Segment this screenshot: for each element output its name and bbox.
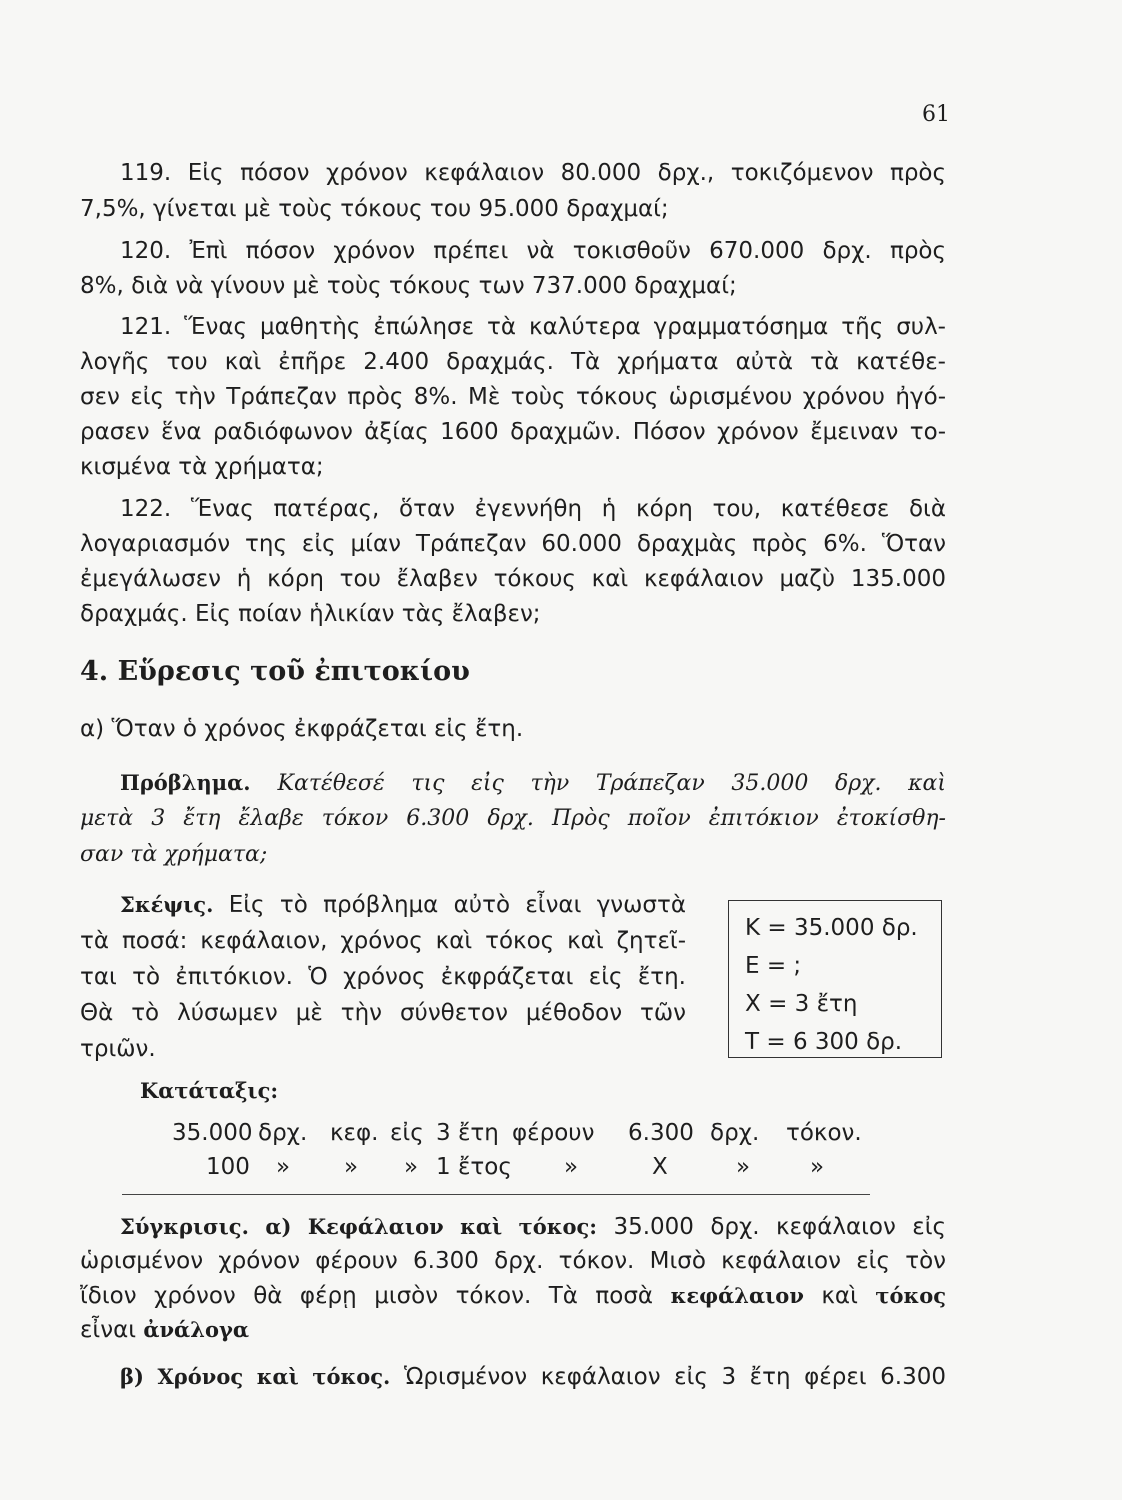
comparison-bold-capital: κεφάλαιον [670, 1283, 804, 1308]
box-time: Χ = 3 ἔτη [745, 991, 858, 1017]
problem-122-line-2: λογαριασμόν της εἰς μίαν Τράπεζαν 60.000 δραχμὰς πρὸς 6%. Ὅταν [80, 531, 946, 557]
problem-122-line-1: 122. Ἕνας πατέρας, ὅταν ἐγεννήθη ἡ κόρη του, κατέθεσε διὰ [120, 496, 946, 522]
arr-r2-q4: » [564, 1154, 579, 1180]
arrangement-rule [122, 1194, 870, 1195]
box-interest: Τ = 6 300 δρ. [745, 1029, 903, 1055]
thought-line-4: Θὰ τὸ λύσωμεν μὲ τὴν σύνθετον μέθοδον τῶν [80, 1000, 686, 1026]
problem-text-1: Κατέθεσέ τις εἰς τὴν Τράπεζαν 35.000 δρχ. καὶ [277, 771, 946, 796]
arr-r2-q1: » [276, 1154, 291, 1180]
arr-r1-num: 3 [436, 1120, 451, 1146]
box-capital: Κ = 35.000 δρ. [745, 915, 918, 941]
given-values-box [728, 900, 942, 1058]
arr-r1-yield: φέρουν [512, 1120, 595, 1146]
arr-r2-amount: 100 [206, 1154, 250, 1180]
comparison-bold-interest: τόκος [875, 1283, 947, 1308]
problem-121-line-3: σεν εἰς τὴν Τράπεζαν πρὸς 8%. Μὲ τοὺς τόκους ὡρισμένου χρόνου ἠγό- [80, 384, 946, 410]
arr-r1-eis: εἰς [390, 1120, 424, 1146]
arr-r1-interest: 6.300 [628, 1120, 694, 1146]
arr-r2-q5: » [736, 1154, 751, 1180]
arr-r2-q3: » [404, 1154, 419, 1180]
problem-label: Πρόβλημα. [120, 770, 251, 795]
arr-r2-q2: » [344, 1154, 359, 1180]
problem-119-line-1: 119. Εἰς πόσον χρόνον κεφάλαιον 80.000 δρχ., τοκιζόμενον πρὸς [120, 160, 946, 186]
arr-r1-cap: κεφ. [330, 1120, 379, 1146]
arr-r2-year: ἔτος [458, 1154, 512, 1180]
comparison-are: εἶναι [80, 1317, 137, 1343]
thought-line-2: τὰ ποσά: κεφάλαιον, χρόνος καὶ τόκος καὶ ζητεῖ- [80, 928, 686, 954]
problem-122-line-4: δραχμάς. Εἰς ποίαν ἡλικίαν τὰς ἔλαβεν; [80, 601, 541, 627]
problem-121-line-5: κισμένα τὰ χρήματα; [80, 454, 324, 480]
problem-119-line-2: 7,5%, γίνεται μὲ τοὺς τόκους του 95.000 δραχμαί; [80, 196, 669, 222]
comparison-bold-proportional: ἀνάλογα [143, 1317, 249, 1342]
beta-label: β) Χρόνος καὶ τόκος. [120, 1364, 391, 1389]
problem-121-line-2: λογῆς του καὶ ἐπῆρε 2.400 δραχμάς. Τὰ χρήματα αὐτὰ τὰ κατέθε- [80, 349, 946, 375]
problem-line-2: μετὰ 3 ἔτη ἔλαβε τόκον 6.300 δρχ. Πρὸς ποῖον ἐπιτόκιον ἐτοκίσθη- [80, 806, 946, 831]
problem-120-line-2: 8%, διὰ νὰ γίνουν μὲ τοὺς τόκους των 737.000 δραχμαί; [80, 273, 737, 299]
arr-r1-years: ἔτη [458, 1120, 499, 1146]
problem-121-line-1: 121. Ἕνας μαθητὴς ἐπώλησε τὰ καλύτερα γραμματόσημα τῆς συλ- [120, 314, 946, 340]
arrangement-label-line [80, 1076, 946, 1106]
comparison-line-2: ὡρισμένον χρόνον φέρουν 6.300 δρχ. τόκον. Μισὸ κεφάλαιον εἰς τὸν [80, 1248, 946, 1274]
arrangement-label: Κατάταξις: [140, 1078, 279, 1103]
problem-121-line-4: ρασεν ἕνα ραδιόφωνον ἀξίας 1600 δραχμῶν. Πόσον χρόνον ἔμειναν το- [80, 419, 946, 445]
comparison-and: καὶ [821, 1283, 858, 1309]
comparison-line-4 [80, 1315, 946, 1345]
arr-r1-amount: 35.000 [172, 1120, 253, 1146]
beta-text: Ὡρισμένον κεφάλαιον εἰς 3 ἔτη φέρει 6.300 [403, 1364, 946, 1390]
problem-line-3: σαν τὰ χρήματα; [80, 842, 268, 867]
arr-r2-num: 1 [436, 1154, 451, 1180]
thought-line-1 [120, 890, 686, 920]
thought-text-1: Εἰς τὸ πρόβλημα αὐτὸ εἶναι γνωστὰ [228, 892, 687, 918]
arr-r1-unit: δρχ. [258, 1120, 308, 1146]
case-a-heading: α) Ὅταν ὁ χρόνος ἐκφράζεται εἰς ἔτη. [80, 716, 524, 742]
section-heading: 4. Εὕρεσις τοῦ ἐπιτοκίου [80, 656, 470, 687]
thought-line-3: ται τὸ ἐπιτόκιον. Ὁ χρόνος ἐκφράζεται εἰς ἔτη. [80, 964, 686, 990]
comparison-line-1 [120, 1212, 946, 1242]
arr-r2-q6: » [810, 1154, 825, 1180]
comparison-label: Σύγκρισις. α) Κεφάλαιον καὶ τόκος: [120, 1214, 597, 1239]
box-rate: Ε = ; [745, 953, 802, 979]
comparison-text-1: 35.000 δρχ. κεφάλαιον εἰς [613, 1214, 946, 1240]
page-number: 61 [922, 102, 950, 127]
comparison-text-3: ἴδιον χρόνον θὰ φέρῃ μισὸν τόκον. Τὰ ποσὰ [80, 1283, 654, 1309]
arr-r1-unit2: δρχ. [710, 1120, 760, 1146]
problem-120-line-1: 120. Ἐπὶ πόσον χρόνον πρέπει νὰ τοκισθοῦν 670.000 δρχ. πρὸς [120, 238, 946, 264]
arr-r1-tokon: τόκον. [786, 1120, 862, 1146]
arr-r2-x: Χ [652, 1154, 668, 1180]
thought-label: Σκέψις. [120, 892, 214, 917]
comparison-line-3 [80, 1281, 946, 1311]
problem-122-line-3: ἐμεγάλωσεν ἡ κόρη του ἔλαβεν τόκους καὶ κεφάλαιον μαζὺ 135.000 [80, 566, 946, 592]
beta-line [120, 1362, 946, 1392]
problem-line-1 [120, 768, 946, 799]
thought-line-5: τριῶν. [80, 1036, 156, 1062]
